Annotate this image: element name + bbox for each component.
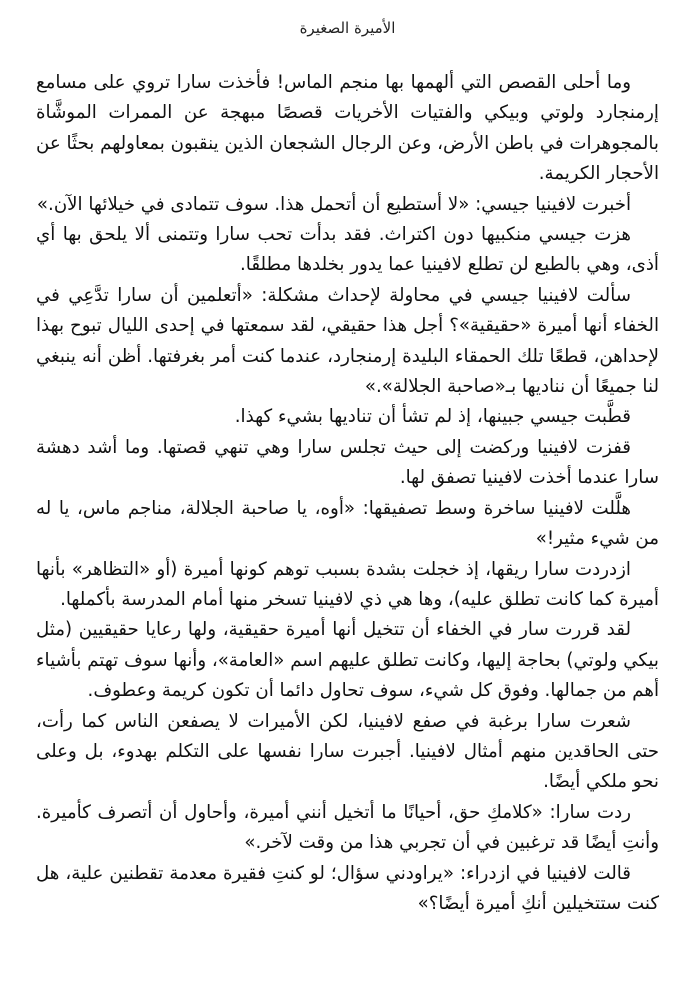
paragraph: شعرت سارا برغبة في صفع لافينيا، لكن الأميرات لا يصفعن الناس كما رأت، حتى الحاقدين منهم أمثال لافينيا. أجبرت سارا نفسها على التكلم بهدوء، بل وعلى نحو ملكي أيضًا. [36, 710, 659, 793]
paragraph: ازدردت سارا ريقها، إذ خجلت بشدة بسبب توهم كونها أميرة (أو «التظاهر» بأنها أميرة كما كانت تطلق عليه)، وها هي ذي لافينيا تسخر منها أمام المدرسة بأكملها. [36, 558, 659, 610]
paragraph: قفزت لافينيا وركضت إلى حيث تجلس سارا وهي تنهي قصتها. وما أشد دهشة سارا عندما أخذت لافينيا تصفق لها. [36, 436, 659, 489]
paragraph: قطَّبت جيسي جبينها، إذ لم تشأ أن تناديها بشيء كهذا. [234, 406, 631, 428]
paragraph: ردت سارا: «كلامكِ حق، أحيانًا ما أتخيل أنني أميرة، وأحاول أن أتصرف كأميرة. وأنتِ أيضًا قد ترغبين في أن تجربي هذا من وقت لآخر.» [36, 801, 659, 854]
paragraph: أخبرت لافينيا جيسي: «لا أستطيع أن أتحمل هذا. سوف تتمادى في خيلائها الآن.» [36, 193, 631, 215]
paragraph: وما أحلى القصص التي ألهمها بها منجم الماس! فأخذت سارا تروي على مسامع إرمنجارد ولوتي وبيكي والفتيات الأخريات قصصًا مبهجة عن الممرات الموشَّاة بالمجوهرات في باطن الأرض، وعن الرجال الشجعان الذين ينقبون بمعاولهم بحثًا عن الأحجار الكريمة. [36, 72, 659, 185]
paragraph: سألت لافينيا جيسي في محاولة لإحداث مشكلة: «أتعلمين أن سارا تدَّعِي في الخفاء أنها أميرة «حقيقية»؟ أجل هذا حقيقي، لقد سمعتها في إحدى الليال تبوح بهذا لإحداهن، قطعًا تلك الحمقاء البليدة إرمنجارد، عندما كنت أمر بغرفتها. أظن أنه ينبغي لنا جميعًا أن نناديها بـ«صاحبة الجلالة».» [36, 284, 659, 398]
paragraph: قالت لافينيا في ازدراء: «يراودني سؤال؛ لو كنتِ فقيرة معدمة تقطنين علية، هل كنت ستتخيلين أنكِ أميرة أيضًا؟» [36, 862, 659, 914]
running-header: الأميرة الصغيرة [299, 19, 396, 37]
paragraph: هزت جيسي منكبيها دون اكتراث. فقد بدأت تحب سارا وتتمنى ألا يلحق بها أي أذى، وهي بالطبع لن تطلع لافينيا عما يدور بخلدها مطلقًا. [36, 224, 659, 276]
body-text [36, 68, 659, 919]
paragraph: لقد قررت سار في الخفاء أن تتخيل أنها أميرة حقيقية، ولها رعايا حقيقيين (مثل بيكي ولوتي) بحاجة إليها، وكانت تطلق عليهم اسم «العامة»، وأنها سوف تهتم بأشياء أهم من جمالها. وفوق كل شيء، سوف تحاول دائما أن تكون كريمة وعطوف. [35, 619, 659, 702]
paragraph: هلَّلت لافينيا ساخرة وسط تصفيقها: «أوه، يا صاحبة الجلالة، مناجم ماس، يا له من شيء مثير!» [36, 497, 659, 550]
